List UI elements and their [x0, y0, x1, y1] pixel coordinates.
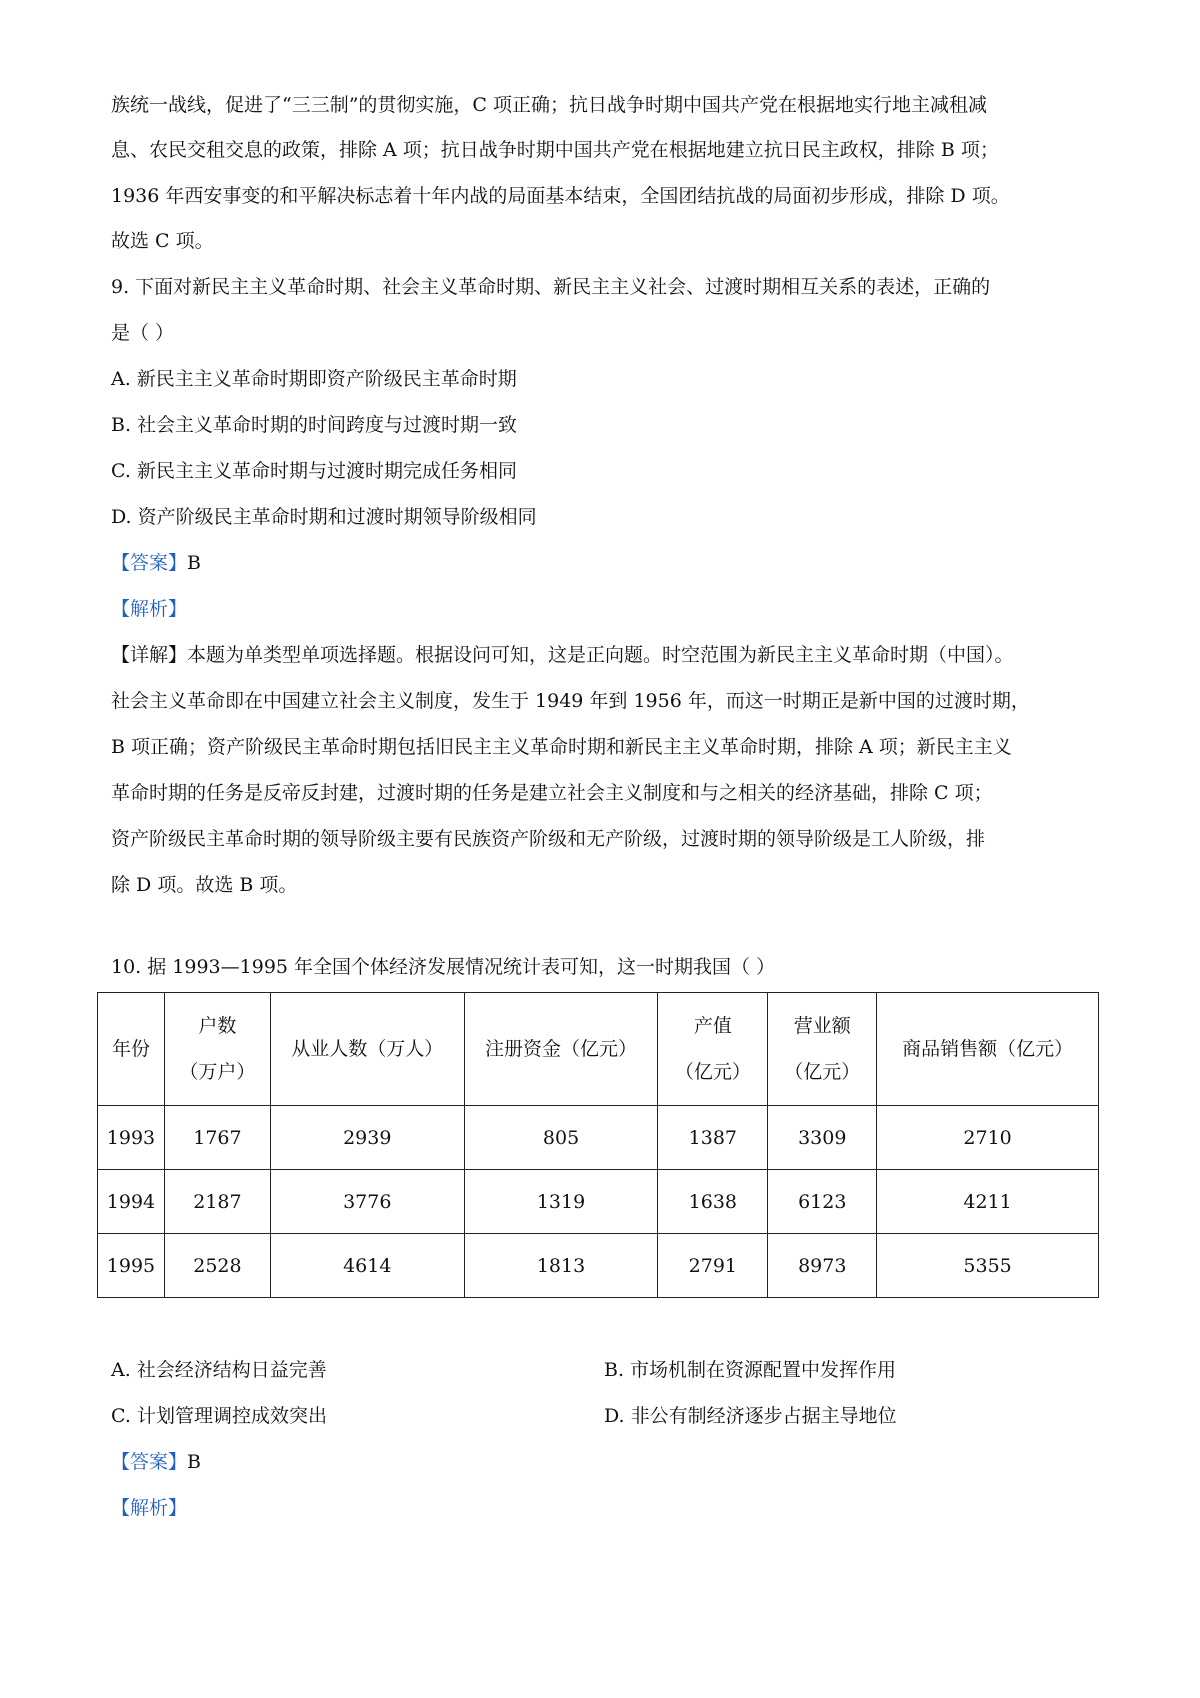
question-9-stem: 9. 下面对新民主主义革命时期、社会主义革命时期、新民主主义社会、过渡时期相互关系的表述，正确的 [111, 276, 991, 298]
question-10-answer [111, 1449, 201, 1475]
table-row [98, 1106, 1099, 1170]
question-9-detail-line: 革命时期的任务是反帝反封建，过渡时期的任务是建立社会主义制度和与之相关的经济基础，排除 C 项； [111, 782, 993, 804]
question-9-detail-line: B 项正确；资产阶级民主革命时期包括旧民主主义革命时期和新民主主义革命时期，排除 A 项；新民主主义 [111, 736, 1012, 758]
question-9-detail-line: 除 D 项。故选 B 项。 [111, 874, 298, 896]
table-cell: 2791 [658, 1234, 768, 1298]
table-cell: 805 [464, 1106, 658, 1170]
question-9-stem-cont: 是（ ） [111, 322, 175, 344]
analysis-text-line: 1936 年西安事变的和平解决标志着十年内战的局面基本结束，全国团结抗战的局面初步形成，排除 D 项。 [111, 185, 1010, 207]
table-cell: 1767 [164, 1106, 270, 1170]
question-9-option-a: A. 新民主主义革命时期即资产阶级民主革命时期 [111, 368, 517, 390]
table-cell: 1993 [98, 1106, 165, 1170]
header-employees: 从业人数（万人） [270, 993, 464, 1106]
detail-text: 本题为单类型单项选择题。根据设问可知，这是正向题。时空范围为新民主主义革命时期（中国）。 [187, 644, 1014, 666]
question-10-analysis [111, 1495, 187, 1521]
table-cell: 1995 [98, 1234, 165, 1298]
answer-tag: 【答案】 [111, 1451, 188, 1473]
answer-value: B [187, 552, 201, 574]
question-10-stem: 10. 据 1993—1995 年全国个体经济发展情况统计表可知，这一时期我国（ ） [111, 956, 776, 978]
table-cell: 2528 [164, 1234, 270, 1298]
analysis-text-line: 族统一战线，促进了“三三制”的贯彻实施，C 项正确；抗日战争时期中国共产党在根据地实行地主减租减 [111, 94, 988, 116]
table-cell: 1319 [464, 1170, 658, 1234]
table-cell: 5355 [877, 1234, 1099, 1298]
table-cell: 8973 [768, 1234, 877, 1298]
question-9-option-b: B. 社会主义革命时期的时间跨度与过渡时期一致 [111, 414, 518, 436]
detail-tag: 【详解】 [111, 644, 188, 666]
table-cell: 4614 [270, 1234, 464, 1298]
header-households: 户数 （万户） [164, 993, 270, 1106]
table-cell: 1387 [658, 1106, 768, 1170]
table-header-row [98, 993, 1099, 1106]
table-row [98, 1234, 1099, 1298]
question-9-analysis [111, 596, 187, 622]
table-cell: 4211 [877, 1170, 1099, 1234]
answer-tag: 【答案】 [111, 552, 188, 574]
analysis-text-line: 故选 C 项。 [111, 230, 214, 252]
question-9-option-c: C. 新民主主义革命时期与过渡时期完成任务相同 [111, 460, 517, 482]
table-cell: 1638 [658, 1170, 768, 1234]
header-output-value: 产值 （亿元） [658, 993, 768, 1106]
analysis-text-line: 息、农民交租交息的政策，排除 A 项；抗日战争时期中国共产党在根据地建立抗日民主政权，排除 B 项； [111, 139, 999, 161]
analysis-tag: 【解析】 [111, 598, 188, 620]
header-retail-sales: 商品销售额（亿元） [877, 993, 1099, 1106]
table-cell: 2710 [877, 1106, 1099, 1170]
analysis-tag: 【解析】 [111, 1497, 188, 1519]
table-cell: 2187 [164, 1170, 270, 1234]
question-9-detail-line: 资产阶级民主革命时期的领导阶级主要有民族资产阶级和无产阶级，过渡时期的领导阶级是工人阶级，排 [111, 828, 986, 850]
answer-value: B [187, 1451, 201, 1473]
question-10-option-b: B. 市场机制在资源配置中发挥作用 [604, 1359, 897, 1381]
table-cell: 1813 [464, 1234, 658, 1298]
question-10-option-a: A. 社会经济结构日益完善 [111, 1359, 327, 1381]
question-9-detail-line: 社会主义革命即在中国建立社会主义制度，发生于 1949 年到 1956 年，而这一时期正是新中国的过渡时期， [111, 690, 1030, 712]
header-turnover: 营业额 （亿元） [768, 993, 877, 1106]
table-cell: 2939 [270, 1106, 464, 1170]
table-row [98, 1170, 1099, 1234]
table-cell: 3776 [270, 1170, 464, 1234]
table-cell: 6123 [768, 1170, 877, 1234]
header-year: 年份 [98, 993, 165, 1106]
question-10-option-d: D. 非公有制经济逐步占据主导地位 [604, 1405, 897, 1427]
question-9-option-d: D. 资产阶级民主革命时期和过渡时期领导阶级相同 [111, 506, 537, 528]
table-cell: 1994 [98, 1170, 165, 1234]
question-10-option-c: C. 计划管理调控成效突出 [111, 1405, 327, 1427]
table-cell: 3309 [768, 1106, 877, 1170]
question-9-detail [111, 642, 1014, 668]
header-registered-capital: 注册资金（亿元） [464, 993, 658, 1106]
question-9-answer [111, 550, 201, 576]
statistics-table [97, 992, 1099, 1298]
